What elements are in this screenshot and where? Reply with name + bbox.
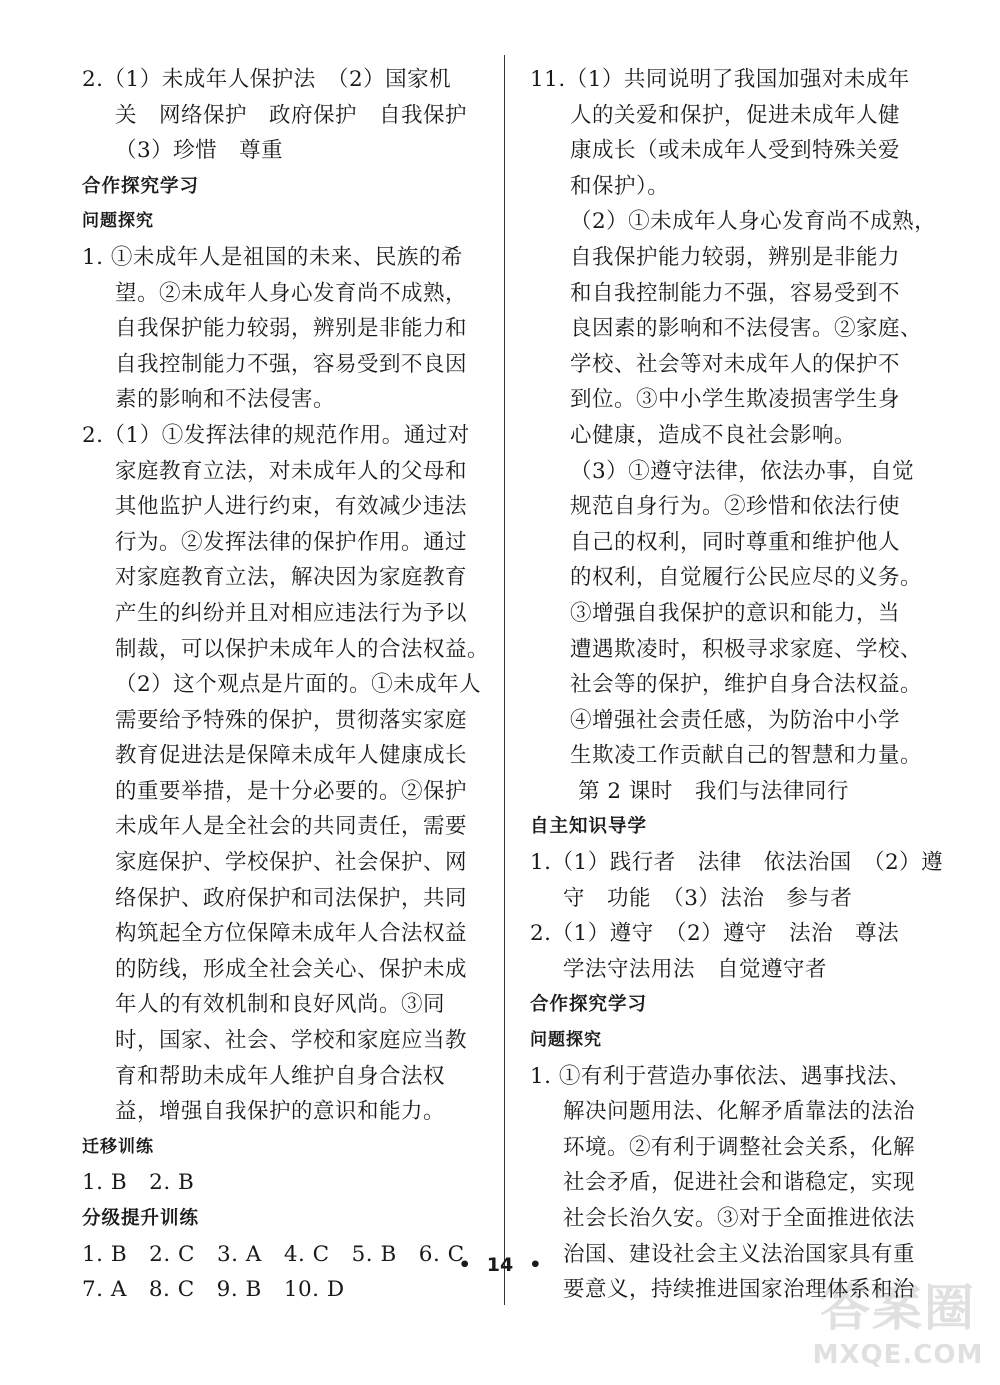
watermark-main-text: 答案圈 <box>820 1279 976 1337</box>
page-bullet-left: • <box>458 1254 471 1276</box>
text-line: 时，国家、社会、学校和家庭应当教 <box>115 1028 468 1054</box>
text-line: 和自我控制能力不强，容易受到不 <box>570 280 901 306</box>
text-line: 和保护）。 <box>570 173 670 199</box>
text-line: 11.（1）共同说明了我国加强对未成年 <box>530 67 910 92</box>
page-bullet-right: • <box>529 1254 542 1276</box>
text-line: 学校、社会等对未成年人的保护不 <box>570 351 901 377</box>
section-heading: 问题探究 <box>82 211 154 232</box>
section-heading: 自主知识导学 <box>530 816 648 838</box>
right-column <box>530 62 944 1308</box>
text-line: 遭遇欺凌时，积极寻求家庭、学校、 <box>570 636 923 662</box>
text-line: 2.（1）遵守 （2）遵守 法治 尊法 <box>530 921 900 947</box>
text-line: 人的关爱和保护，促进未成年人健 <box>570 102 901 128</box>
text-line: 的重要举措，是十分必要的。②保护 <box>115 778 468 804</box>
text-line: 学法守法用法 自觉遵守者 <box>563 956 828 982</box>
text-line: 年人的有效机制和良好风尚。③同 <box>115 992 446 1018</box>
column-divider <box>504 55 505 1305</box>
section-heading: 迁移训练 <box>82 1136 154 1157</box>
text-line: （2）这个观点是片面的。①未成年人 <box>115 672 482 698</box>
page-number-text: 14 <box>486 1254 514 1276</box>
text-line: 社会等的保护，维护自身合法权益。 <box>570 672 923 698</box>
text-line: 的防线，形成全社会关心、保护未成 <box>115 956 468 982</box>
text-line: 未成年人是全社会的共同责任，需要 <box>115 814 468 840</box>
text-line: 康成长（或未成年人受到特殊关爱 <box>570 138 901 164</box>
text-line: 守 功能 （3）法治 参与者 <box>563 885 853 911</box>
text-line: （2）①未成年人身心发育尚不成熟， <box>570 209 937 235</box>
text-line: ③增强自我保护的意识和能力，当 <box>570 600 901 626</box>
text-line: 行为。②发挥法律的保护作用。通过 <box>115 529 468 555</box>
text-line: 社会矛盾，促进社会和谐稳定，实现 <box>563 1170 916 1196</box>
lesson-title: 第 2 课时 我们与法律同行 <box>578 778 849 804</box>
section-heading: 合作探究学习 <box>530 994 648 1016</box>
text-line: 益，增强自我保护的意识和能力。 <box>115 1099 446 1125</box>
text-line: 自我保护能力较弱，辨别是非能力 <box>570 244 901 270</box>
text-line: 1.（1）践行者 法律 依法治国 （2）遵 <box>530 850 944 876</box>
text-line: 对家庭教育立法，解决因为家庭教育 <box>115 565 468 591</box>
text-line: 1. ①未成年人是祖国的未来、民族的希 <box>82 244 463 270</box>
text-line: 1. B 2. C 3. A 4. C 5. B 6. C <box>82 1241 465 1267</box>
text-line: （3）珍惜 尊重 <box>115 138 284 164</box>
text-line: 良因素的影响和不法侵害。②家庭、 <box>570 316 923 342</box>
text-line: 社会长治久安。③对于全面推进依法 <box>563 1206 916 1231</box>
text-line: 心健康，造成不良社会影响。 <box>570 422 857 448</box>
text-line: 1. ①有利于营造办事依法、遇事找法、 <box>530 1063 911 1089</box>
text-line: 构筑起全方位保障未成年人合法权益 <box>115 921 468 947</box>
text-line: 其他监护人进行约束，有效减少违法 <box>115 494 468 520</box>
text-line: 7. A 8. C 9. B 10. D <box>82 1277 345 1303</box>
text-line: 家庭保护、学校保护、社会保护、网 <box>115 850 468 876</box>
text-line: 关 网络保护 政府保护 自我保护 <box>115 102 468 128</box>
text-line: 2.（1）①发挥法律的规范作用。通过对 <box>82 422 470 448</box>
text-line: ④增强社会责任感，为防治中小学 <box>570 707 901 733</box>
text-line: （3）①遵守法律，依法办事，自觉 <box>570 458 915 484</box>
section-heading: 问题探究 <box>530 1030 602 1051</box>
text-line: 自己的权利，同时尊重和维护他人 <box>570 529 901 555</box>
text-line: 的权利，自觉履行公民应尽的义务。 <box>570 565 923 591</box>
section-heading: 分级提升训练 <box>82 1208 200 1229</box>
text-line: 规范自身行为。②珍惜和依法行使 <box>570 494 901 520</box>
watermark-logo <box>808 1268 988 1378</box>
text-line: 育和帮助未成年人维护自身合法权 <box>115 1063 446 1089</box>
text-line: 制裁，可以保护未成年人的合法权益。 <box>115 636 490 662</box>
text-line: 教育促进法是保障未成年人健康成长 <box>115 743 468 769</box>
text-line: 自我保护能力较弱，辨别是非能力和 <box>115 316 468 342</box>
text-line: 环境。②有利于调整社会关系，化解 <box>563 1134 916 1160</box>
text-line: 素的影响和不法侵害。 <box>115 387 336 413</box>
text-line: 要意义，持续推进国家治理体系和治 <box>563 1277 916 1303</box>
text-line: 1. B 2. B <box>82 1170 195 1196</box>
text-line: 家庭教育立法，对未成年人的父母和 <box>115 458 468 484</box>
text-line: 到位。③中小学生欺凌损害学生身 <box>570 387 901 413</box>
text-line: 自我控制能力不强，容易受到不良因 <box>115 351 468 377</box>
text-line: 解决问题用法、化解矛盾靠法的法治 <box>563 1099 916 1125</box>
left-column <box>82 62 502 1308</box>
text-line: 望。②未成年人身心发育尚不成熟， <box>115 280 468 306</box>
text-line: 产生的纠纷并且对相应违法行为予以 <box>115 600 468 626</box>
text-line: 生欺凌工作贡献自己的智慧和力量。 <box>570 743 923 769</box>
text-line: 2.（1）未成年人保护法 （2）国家机 <box>82 67 452 92</box>
section-heading: 合作探究学习 <box>82 175 200 197</box>
text-line: 需要给予特殊的保护，贯彻落实家庭 <box>115 707 468 733</box>
text-line: 治国、建设社会主义法治国家具有重 <box>563 1241 916 1267</box>
text-line: 络保护、政府保护和司法保护，共同 <box>115 885 468 911</box>
watermark-site-text: MXQE.COM <box>812 1340 984 1370</box>
